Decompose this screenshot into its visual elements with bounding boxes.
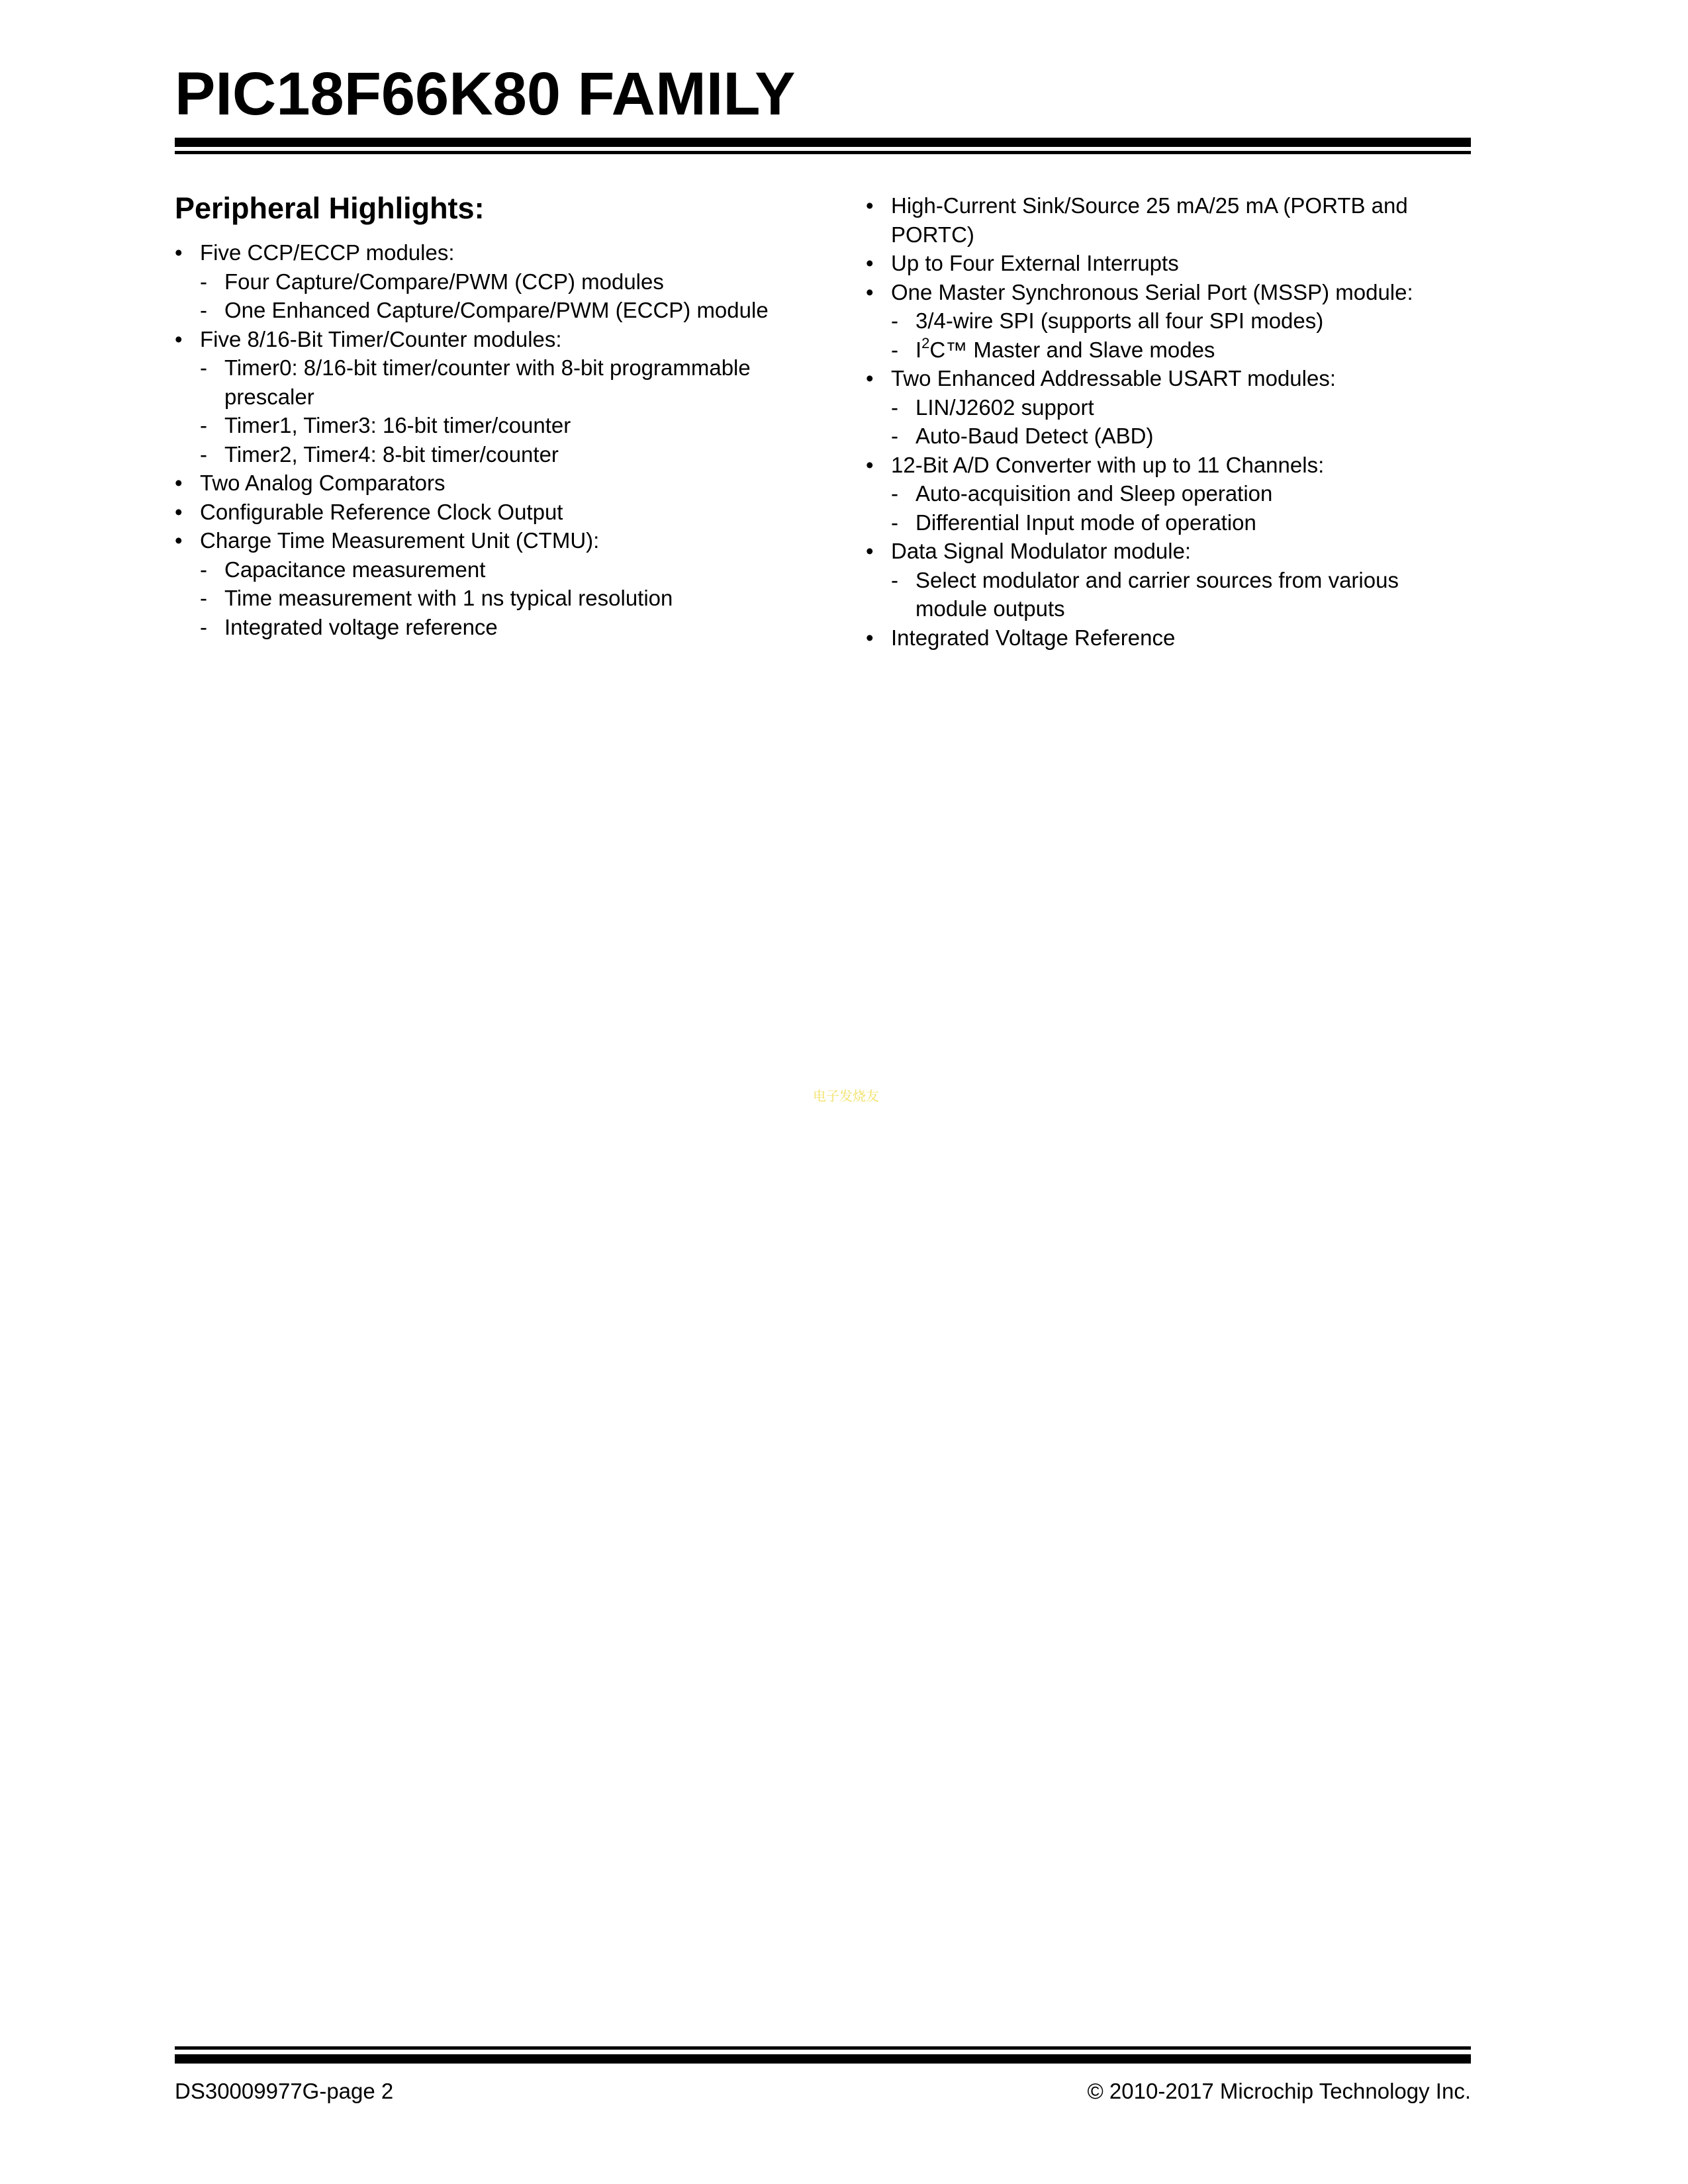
list-item	[866, 278, 1462, 365]
list-item-text: Two Analog Comparators	[200, 471, 445, 495]
list-item	[175, 498, 771, 527]
right-column	[866, 191, 1462, 652]
sub-list	[200, 555, 771, 642]
list-item-text: High-Current Sink/Source 25 mA/25 mA (PORTB and PORTC)	[891, 193, 1408, 247]
sub-list-item: - Timer1, Timer3: 16-bit timer/counter	[175, 411, 771, 440]
list-item	[866, 537, 1462, 623]
left-bullet-list	[175, 238, 771, 641]
list-item	[866, 623, 1462, 653]
right-bullet-list	[866, 191, 1462, 652]
sub-list-item: - Select modulator and carrier sources from various module outputs	[866, 566, 1462, 623]
sub-list	[891, 479, 1462, 537]
i2c-suffix: C™ Master and Slave modes	[929, 337, 1215, 362]
list-item	[866, 191, 1462, 249]
page-title: PIC18F66K80 FAMILY	[175, 60, 796, 128]
sub-list	[200, 267, 771, 325]
list-item	[175, 325, 771, 469]
list-item	[866, 249, 1462, 278]
sub-list-item-i2c	[866, 336, 1462, 365]
list-item-text: Five 8/16-Bit Timer/Counter modules:	[200, 326, 562, 351]
sub-list-item: - LIN/J2602 support	[866, 393, 1462, 422]
sub-list	[891, 306, 1462, 364]
list-item-text: Up to Four External Interrupts	[891, 251, 1179, 275]
footer-document-id: DS30009977G-page 2	[175, 2079, 394, 2103]
sub-list-item: - Four Capture/Compare/PWM (CCP) modules	[175, 267, 771, 296]
sub-list-item: - 3/4-wire SPI (supports all four SPI modes)	[866, 306, 1462, 336]
section-heading: Peripheral Highlights:	[175, 191, 485, 225]
list-item-text: Five CCP/ECCP modules:	[200, 240, 455, 265]
sub-list-item: - Differential Input mode of operation	[866, 508, 1462, 537]
sub-list	[891, 566, 1462, 623]
sub-list-item: - Timer0: 8/16-bit timer/counter with 8-bit programmable prescaler	[175, 353, 771, 411]
sub-list	[891, 393, 1462, 451]
footer-copyright: © 2010-2017 Microchip Technology Inc.	[1087, 2079, 1471, 2103]
sub-list-item: - Auto-Baud Detect (ABD)	[866, 422, 1462, 451]
sub-list-item: - Integrated voltage reference	[175, 613, 771, 642]
list-item-text: Two Enhanced Addressable USART modules:	[891, 366, 1336, 390]
sub-list-item: - Auto-acquisition and Sleep operation	[866, 479, 1462, 508]
footer-rule-thin	[175, 2046, 1471, 2050]
sub-list-item: - Timer2, Timer4: 8-bit timer/counter	[175, 440, 771, 469]
left-column	[175, 188, 771, 641]
list-item-text: One Master Synchronous Serial Port (MSSP) module:	[891, 279, 1413, 304]
list-item	[175, 526, 771, 641]
header-rule-thin	[175, 151, 1471, 154]
i2c-superscript: 2	[921, 334, 930, 351]
list-item	[175, 469, 771, 498]
sub-list-item: - Time measurement with 1 ns typical resolution	[175, 584, 771, 613]
sub-list-item: - One Enhanced Capture/Compare/PWM (ECCP) module	[175, 296, 771, 325]
list-item	[866, 451, 1462, 537]
list-item	[175, 238, 771, 325]
watermark: 电子发烧友	[813, 1089, 879, 1104]
list-item-text: Data Signal Modulator module:	[891, 539, 1192, 563]
list-item	[866, 364, 1462, 451]
header-rule-thick	[175, 138, 1471, 147]
sub-list-item: - Capacitance measurement	[175, 555, 771, 584]
list-item-text: 12-Bit A/D Converter with up to 11 Channels:	[891, 452, 1325, 477]
sub-list	[200, 353, 771, 469]
list-item-text: Configurable Reference Clock Output	[200, 499, 563, 524]
list-item-text: Integrated Voltage Reference	[891, 625, 1176, 650]
footer-rule-thick	[175, 2054, 1471, 2064]
list-item-text: Charge Time Measurement Unit (CTMU):	[200, 528, 600, 553]
i2c-prefix: I	[915, 337, 922, 362]
